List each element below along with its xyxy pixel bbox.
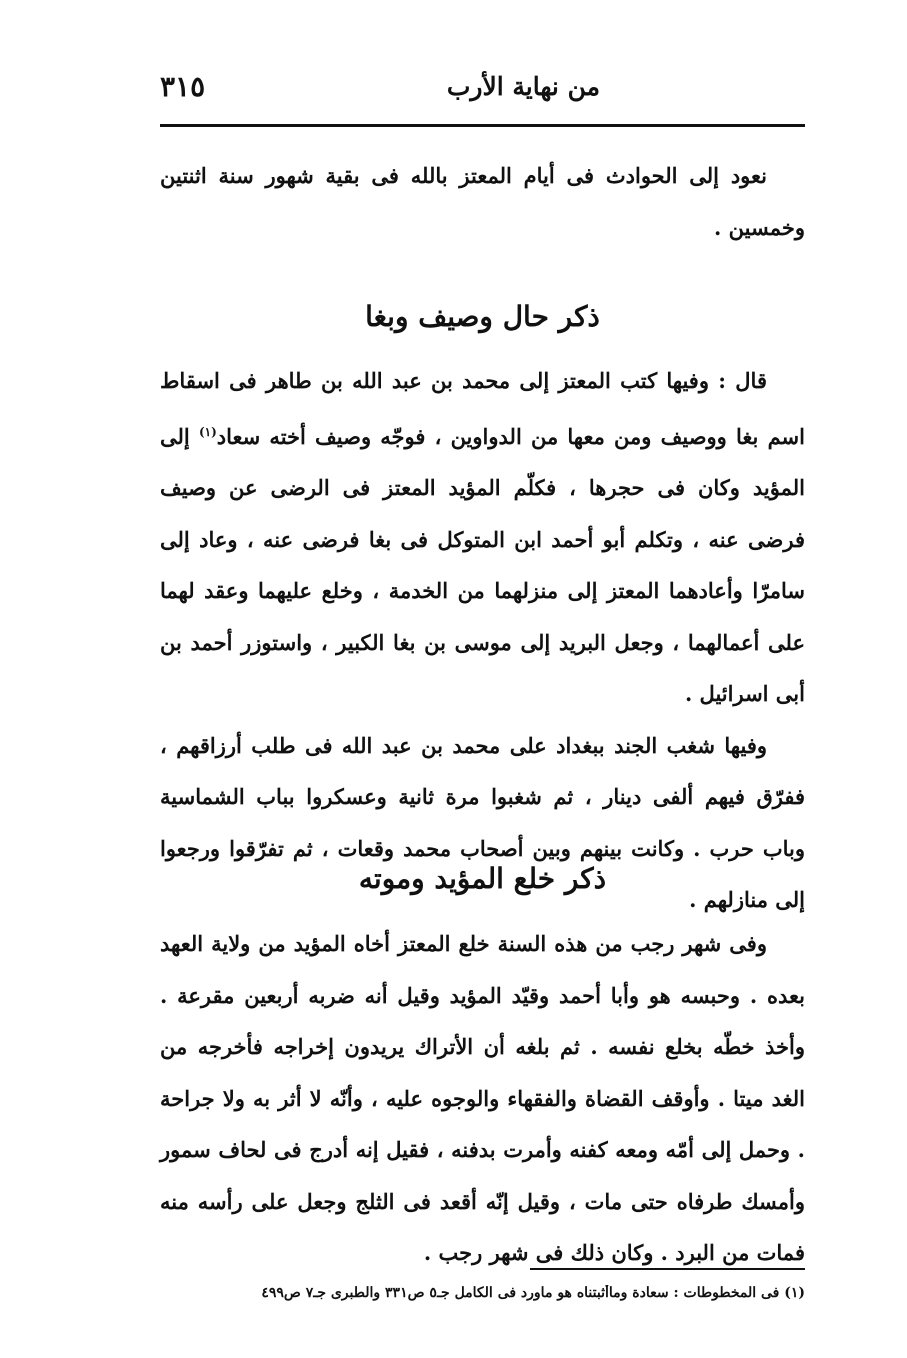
paragraph-text: إلى المؤيد وكان فى حجرها ، فكلّم المؤيد المعتز فى الرضى عن وصيف فرضى عنه ، وتكلم أبو أحمد ابن المتوكل فى بغا فرضى عنه ، وعاد إلى سامرّا وأعادهما المعتز إلى منزلهما من الخدمة ، وخلع عليهما وعقد لهما على أعمالهما ، وجعل البريد إلى موسى بن بغا الكبير ، واستوزر أحمد بن أبى اسرائيل . bbox=[160, 423, 805, 706]
section-heading-wasif-bugha: ذكر حال وصيف وبغا bbox=[365, 300, 600, 333]
header-rule bbox=[160, 124, 805, 127]
page-header bbox=[160, 70, 805, 114]
footnote-marker: (١) bbox=[198, 424, 217, 439]
section2-paragraph: وفى شهر رجب من هذه السنة خلع المعتز أخاه المؤيد من ولاية العهد بعده . وحبسه هو وأبا أحمد وقيّد المؤيد وقيل أنه ضربه أربعين مقرعة . وأخذ خطّه بخلع نفسه . ثم بلغه أن الأتراك يريدون إخراجه فأخرجه من الغد ميتا . وأوقف القضاة والفقهاء والوجوه عليه ، وأنّه لا أثر به ولا جراحة . وحمل إلى أمّه ومعه كفنه وأمرت بدفنه ، فقيل إنه أدرج فى لحاف سمور وأمسك طرفاه حتى مات ، وقيل إنّه أقعد فى الثلج وجعل على رأسه منه فمات من البرد . وكان ذلك فى شهر رجب . bbox=[160, 931, 805, 1265]
page-number: ٣١٥ bbox=[160, 70, 206, 103]
section1-paragraph-1 bbox=[160, 355, 805, 720]
footnote-rule bbox=[530, 1268, 805, 1270]
intro-paragraph: نعود إلى الحوادث فى أيام المعتز بالله فى بقية شهور سنة اثنتين وخمسين . bbox=[160, 163, 805, 240]
section1-paragraph-2: وفيها شغب الجند ببغداد على محمد بن عبد الله فى طلب أرزاقهم ، ففرّق فيهم ألفى دينار ، ثم شغبوا مرة ثانية وعسكروا بباب الشماسية وباب حرب . وكانت بينهم وبين أصحاب محمد وقعات ، ثم تفرّقوا ورجعوا إلى منازلهم . bbox=[160, 732, 805, 912]
section2-body bbox=[160, 918, 805, 1279]
intro-block bbox=[160, 150, 805, 253]
paragraph-text: قال : وفيها كتب المعتز إلى محمد بن عبد الله بن طاهر فى اسقاط اسم بغا ووصيف ومن معها من الدواوين ، فوجّه وصيف أخته سعاد bbox=[160, 368, 805, 449]
section1-body bbox=[160, 355, 805, 926]
section-heading-muayyad: ذكر خلع المؤيد وموته bbox=[358, 862, 607, 895]
footnote: (١) فى المخطوطات : سعادة وماأثبتناه هو ماورد فى الكامل جـ٥ ص٣٣١ والطبرى جـ٧ ص٤٩٩ bbox=[261, 1285, 805, 1301]
running-title: من نهاية الأرب bbox=[446, 72, 600, 101]
